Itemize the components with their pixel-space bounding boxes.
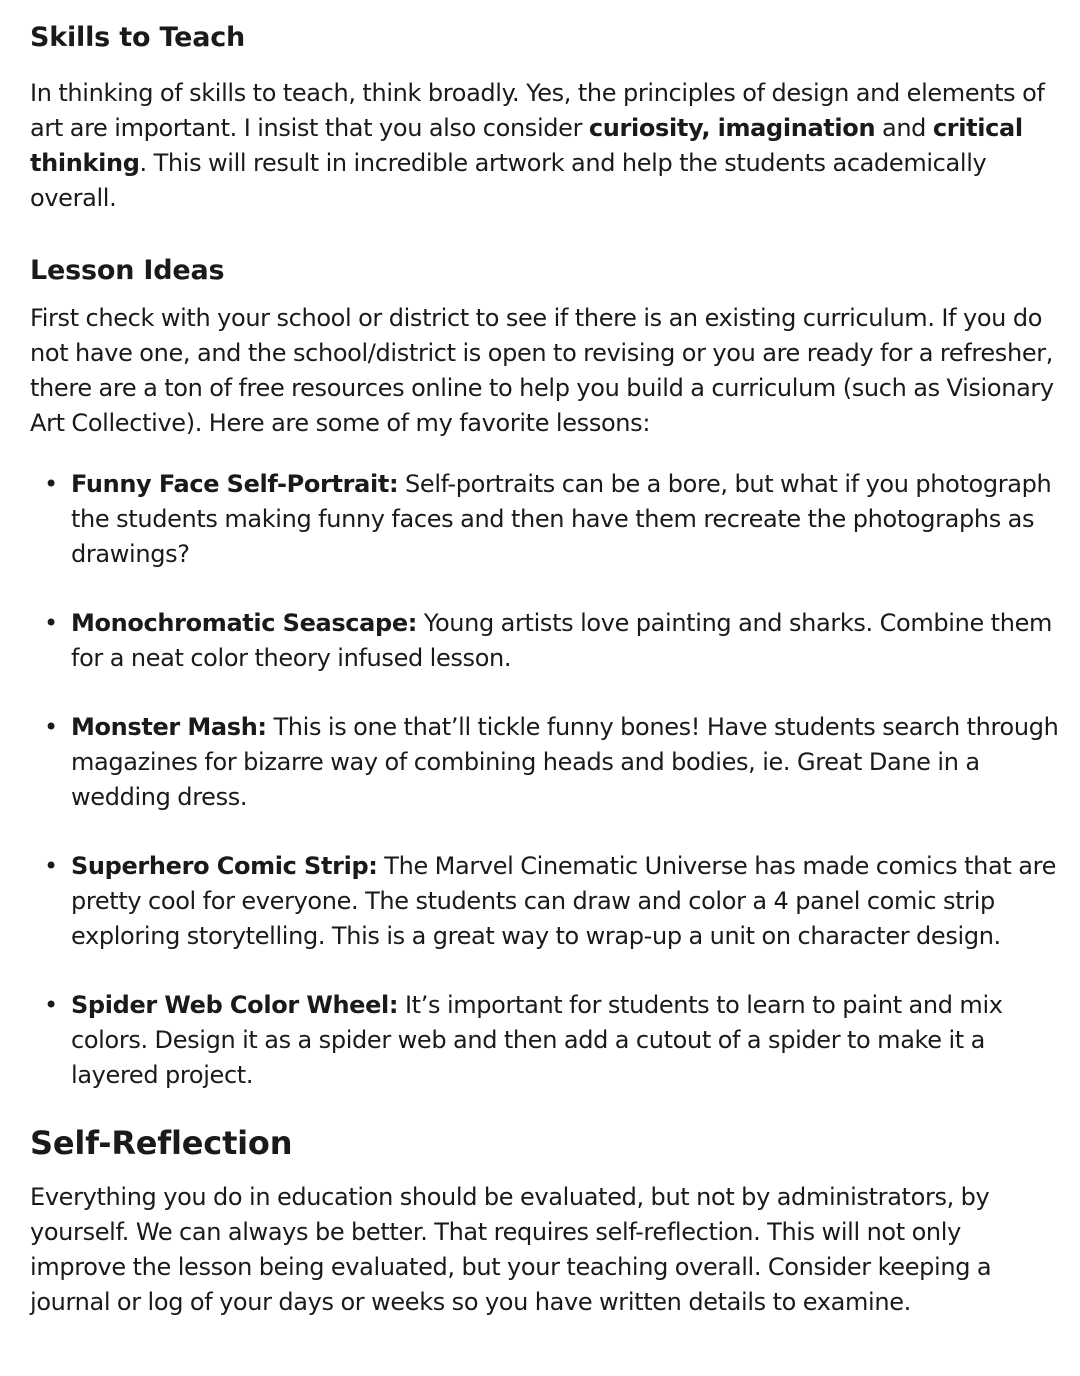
lesson-text: This is one that’ll tickle funny bones! Have students search through magazines for bizarre way of combining heads and bodies, ie. Great Dane in a wedding dress. <box>71 713 1059 811</box>
skills-paragraph <box>30 76 1060 216</box>
list-item <box>30 606 1060 676</box>
bullet-icon: • <box>44 991 58 1019</box>
list-item <box>30 849 1060 954</box>
skills-bold-2: critical thinking <box>30 114 1023 177</box>
article-body <box>30 0 1060 1320</box>
lesson-title: Spider Web Color Wheel: <box>71 991 399 1019</box>
skills-heading: Skills to Teach <box>30 22 246 53</box>
lesson-title: Monster Mash: <box>71 713 267 741</box>
lesson-title: Monochromatic Seascape: <box>71 609 418 637</box>
lesson-title: Superhero Comic Strip: <box>71 852 378 880</box>
list-item <box>30 988 1060 1093</box>
bullet-icon: • <box>44 852 58 880</box>
bullet-icon: • <box>44 470 58 498</box>
lesson-text: Young artists love painting and sharks. Combine them for a neat color theory infused lesson. <box>71 609 1053 672</box>
lesson-text: It’s important for students to learn to paint and mix colors. Design it as a spider web and then add a cutout of a spider to make it a layered project. <box>71 991 1003 1089</box>
lesson-text: Self-portraits can be a bore, but what if you photograph the students making funny faces and then have them recreate the photographs as drawings? <box>71 470 1052 568</box>
bullet-icon: • <box>44 713 58 741</box>
skills-bold-1: curiosity, imagination <box>588 114 876 142</box>
lesson-list <box>30 467 1060 1093</box>
self-reflection-paragraph: Everything you do in education should be evaluated, but not by administrators, by yourself. We can always be better. That requires self-reflection. This will not only improve the lesson being evaluated, but your teaching overall. Consider keeping a journal or log of your days or weeks so you have written details to examine. <box>30 1183 992 1316</box>
lesson-title: Funny Face Self-Portrait: <box>71 470 399 498</box>
lesson-ideas-heading: Lesson Ideas <box>30 255 225 286</box>
skills-text-1: In thinking of skills to teach, think broadly. Yes, the principles of design and elements of art are important. I insist that you also consider <box>30 79 1045 142</box>
skills-text-2: and <box>875 114 933 142</box>
skills-text-3: . This will result in incredible artwork and help the students academically overall. <box>30 149 987 212</box>
list-item <box>30 467 1060 572</box>
lesson-text: The Marvel Cinematic Universe has made comics that are pretty cool for everyone. The students can draw and color a 4 panel comic strip exploring storytelling. This is a great way to wrap-up a unit on character design. <box>71 852 1056 950</box>
self-reflection-heading: Self-Reflection <box>30 1124 293 1162</box>
bullet-icon: • <box>44 609 58 637</box>
lesson-ideas-intro: First check with your school or district to see if there is an existing curriculum. If you do not have one, and the school/district is open to revising or you are ready for a refresher, there are a ton of free resources online to help you build a curriculum (such as Visionary Art Collective). Here are some of my favorite lessons: <box>30 304 1054 437</box>
list-item <box>30 710 1060 815</box>
